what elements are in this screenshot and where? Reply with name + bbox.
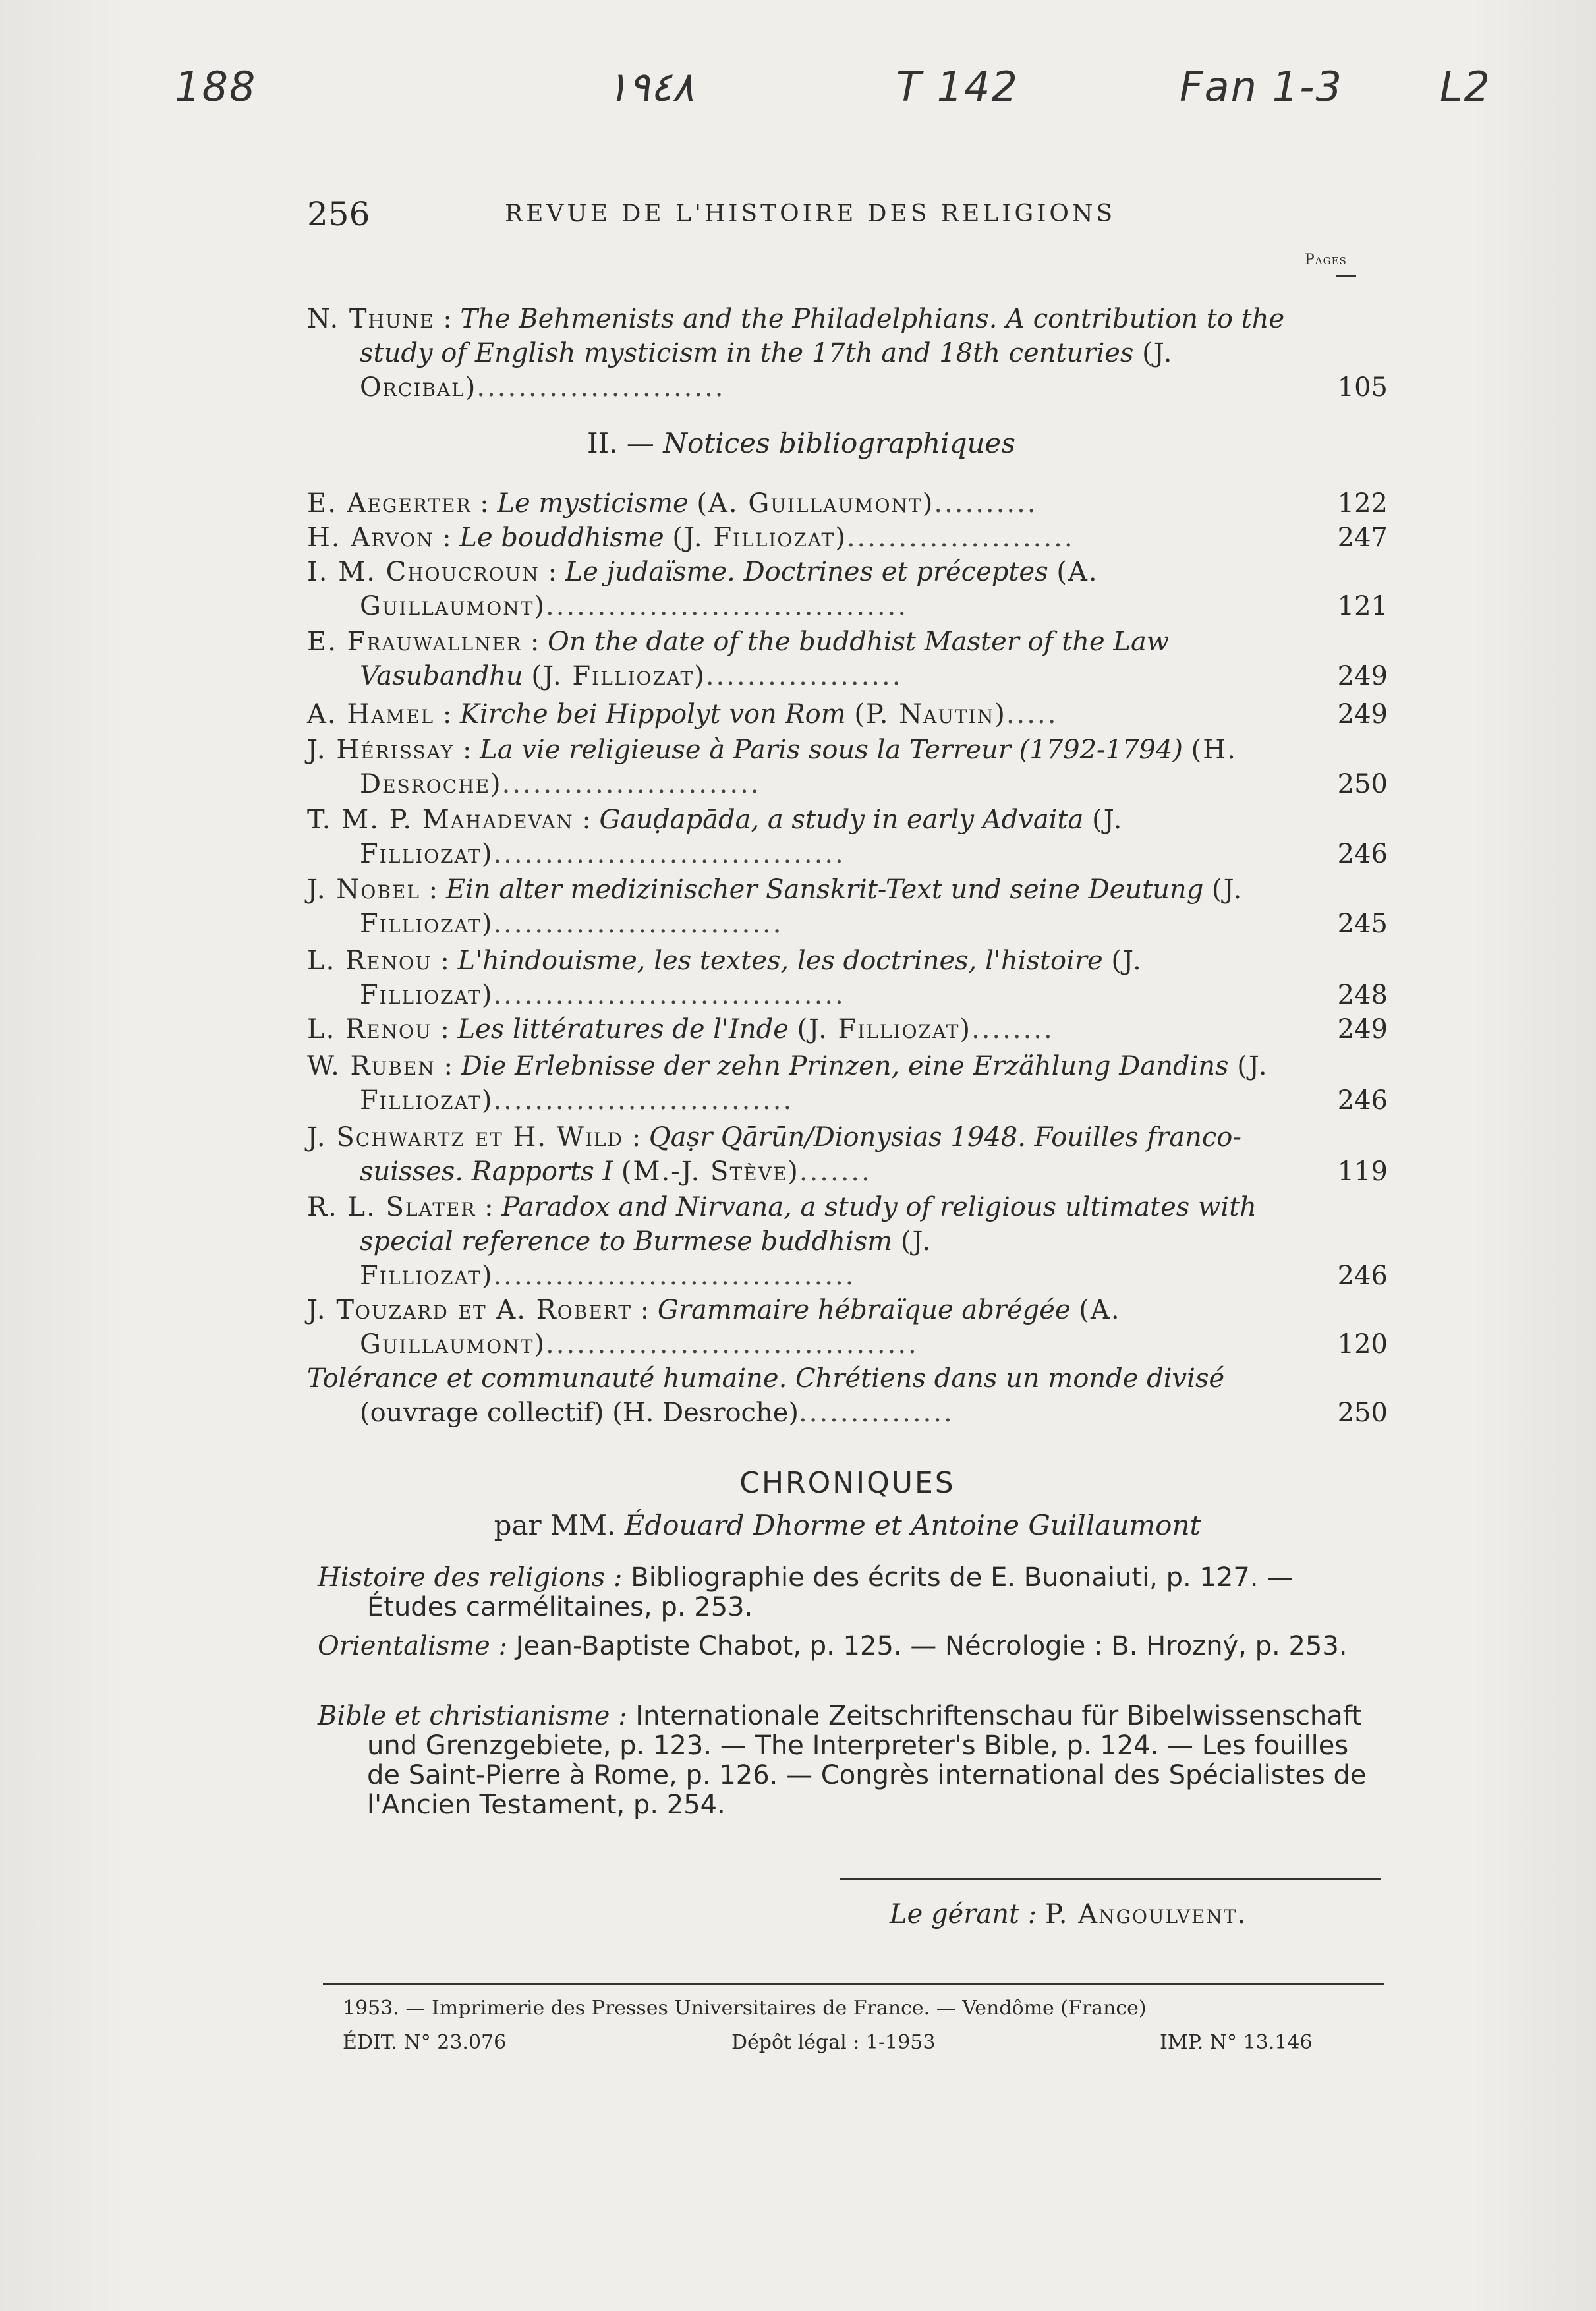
pages-column-rule	[1336, 275, 1356, 277]
page-ref: 105	[1337, 372, 1388, 403]
journal-title: REVUE DE L'HISTOIRE DES RELIGIONS	[505, 200, 1116, 227]
section-heading: CHRONIQUES	[739, 1466, 955, 1500]
page-ref: 121	[1337, 591, 1388, 621]
list-item: W. Ruben : Die Erlebnisse der zehn Prinzen, eine Erzählung Dandins (J. Filliozat)............................. 246	[307, 1049, 1388, 1118]
list-item: E. Frauwallner : On the date of the buddhist Master of the Law Vasubandhu (J. Filliozat)................... 249	[307, 625, 1388, 693]
handwritten-mark: ١٩٤٨	[606, 63, 695, 111]
list-item: J. Nobel : Ein alter medizinischer Sanskrit-Text und seine Deutung (J. Filliozat)............................ 245	[307, 872, 1388, 941]
publisher-manager: Le gérant : P. Angoulvent.	[890, 1899, 1247, 1929]
page-ref: 122	[1337, 488, 1388, 519]
page-ref: 119	[1337, 1156, 1388, 1187]
page-ref: 249	[1337, 661, 1388, 691]
list-item: H. Arvon : Le bouddhisme (J. Filliozat)...................... 247	[307, 521, 1388, 555]
list-item: E. Aegerter : Le mysticisme (A. Guillaumont).......... 122	[307, 486, 1388, 521]
section-heading: II. — Notices bibliographiques	[587, 427, 1015, 459]
imprint-line: 1953. — Imprimerie des Presses Universitaires de France. — Vendôme (France)	[343, 1997, 1147, 2020]
list-item: I. M. Choucroun : Le judaïsme. Doctrines et préceptes (A. Guillaumont)................................... 121	[307, 555, 1388, 623]
page-ref: 246	[1337, 839, 1388, 869]
list-item: L. Renou : L'hindouisme, les textes, les doctrines, l'histoire (J. Filliozat).................................. 248	[307, 944, 1388, 1012]
page-ref: 250	[1337, 1398, 1388, 1428]
list-item: L. Renou : Les littératures de l'Inde (J. Filliozat)........ 249	[307, 1012, 1388, 1046]
handwritten-mark: 188	[175, 63, 257, 111]
chronicle-item: Histoire des religions : Bibliographie des écrits de E. Buonaiuti, p. 127. — Études carmélitaines, p. 253.	[318, 1562, 1294, 1622]
divider	[840, 1878, 1381, 1880]
list-item: N. Thune : The Behmenists and the Philadelphians. A contribution to the study of English mysticism in the 17th and 18th centuries (J. Orcibal)........................ 105	[307, 302, 1388, 405]
chronicle-item: Bible et christianisme : Internationale Zeitschriftenschau für Bibelwissenschaft und Grenzgebiete, p. 123. — The Interpreter's Bible, p. 124. — Les fouilles de Saint-Pierre à Rome, p. 126. — Congrès international des Spécialistes de l'Ancien Testament, p. 254.	[318, 1701, 1367, 1820]
imprint-line	[343, 2031, 1357, 2057]
section-subheading: par MM. Édouard Dhorme et Antoine Guillaumont	[494, 1509, 1201, 1541]
running-head	[307, 195, 1381, 241]
list-item: R. L. Slater : Paradox and Nirvana, a study of religious ultimates with special reference to Burmese buddhism (J. Filliozat)................................... 246	[307, 1190, 1388, 1293]
handwritten-mark: Fan 1-3	[1180, 63, 1343, 111]
page-number: 256	[307, 195, 370, 233]
list-item: J. Schwartz et H. Wild : Qaṣr Qārūn/Dionysias 1948. Fouilles franco-suisses. Rapports I (M.-J. Stève)....... 119	[307, 1120, 1388, 1189]
page-ref: 249	[1337, 699, 1388, 729]
page-ref: 247	[1337, 523, 1388, 553]
chronicle-item: Orientalisme : Jean-Baptiste Chabot, p. 125. — Nécrologie : B. Hrozný, p. 253.	[318, 1631, 1348, 1661]
handwritten-mark: T 142	[896, 63, 1019, 111]
page-ref: 245	[1337, 909, 1388, 939]
list-item: A. Hamel : Kirche bei Hippolyt von Rom (P. Nautin)..... 249	[307, 697, 1388, 731]
page-ref: 120	[1337, 1329, 1388, 1359]
list-item: Tolérance et communauté humaine. Chrétiens dans un monde divisé (ouvrage collectif) (H. Desroche)............... 250	[307, 1361, 1388, 1430]
handwritten-mark: L2	[1440, 63, 1491, 111]
list-item: T. M. P. Mahadevan : Gauḍapāda, a study in early Advaita (J. Filliozat).................................. 246	[307, 803, 1388, 871]
page-ref: 246	[1337, 1261, 1388, 1291]
page-ref: 250	[1337, 769, 1388, 799]
pages-column-header: Pages	[1305, 252, 1347, 268]
list-item: J. Touzard et A. Robert : Grammaire hébraïque abrégée (A. Guillaumont).................................... 120	[307, 1293, 1388, 1361]
page-ref: 249	[1337, 1014, 1388, 1044]
list-item: J. Hérissay : La vie religieuse à Paris sous la Terreur (1792-1794) (H. Desroche)......................... 250	[307, 733, 1388, 801]
print-number: IMP. N° 13.146	[1160, 2031, 1313, 2054]
legal-deposit: Dépôt légal : 1-1953	[731, 2031, 936, 2054]
divider	[323, 1983, 1384, 1985]
page-ref: 248	[1337, 980, 1388, 1010]
edition-number: ÉDIT. N° 23.076	[343, 2031, 507, 2054]
page-ref: 246	[1337, 1085, 1388, 1116]
